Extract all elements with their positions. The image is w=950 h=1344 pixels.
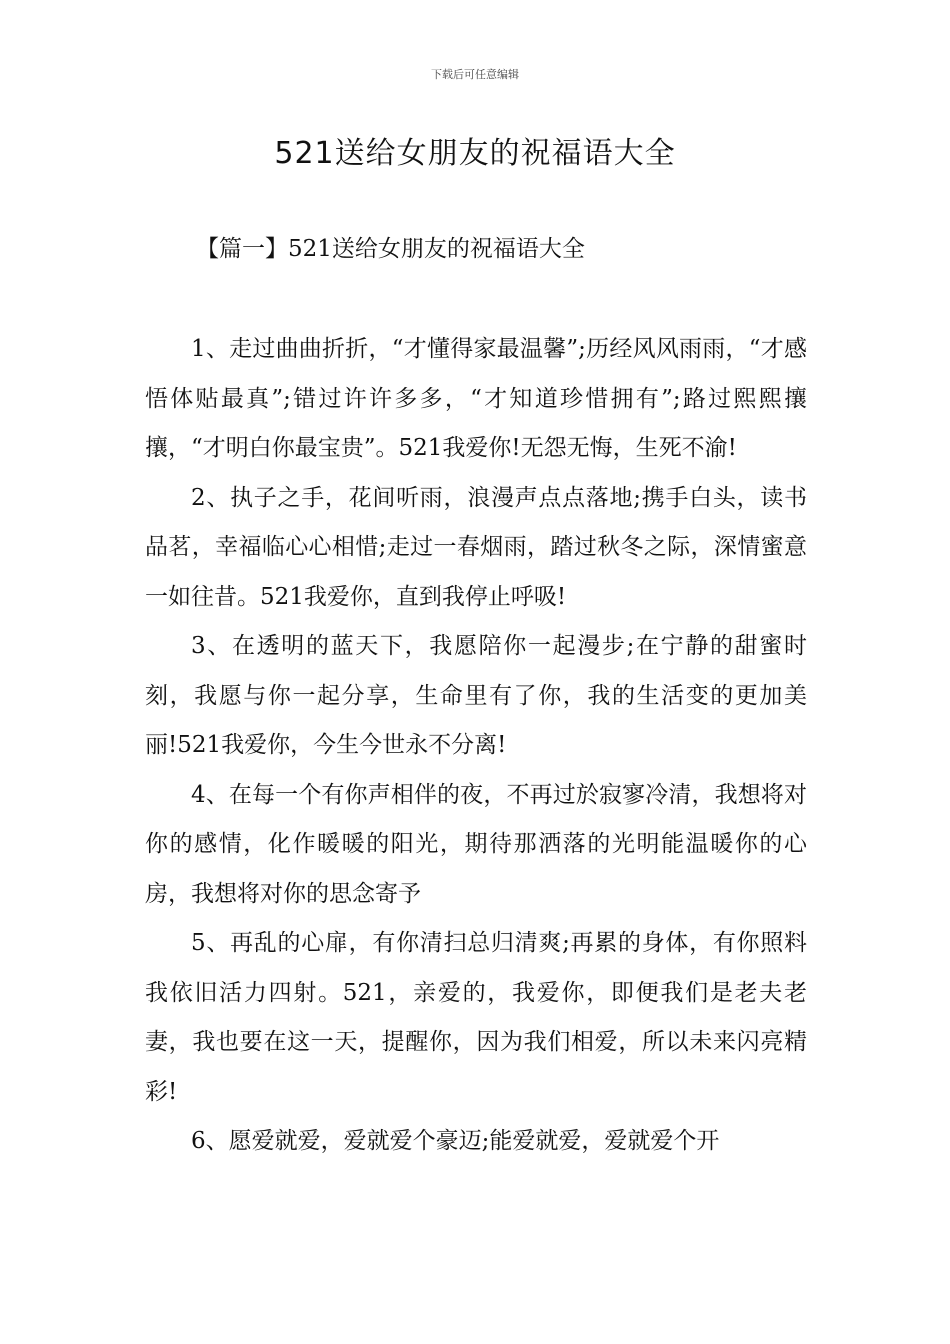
section-heading: 【篇一】521送给女朋友的祝福语大全 (196, 236, 585, 262)
document-title: 521送给女朋友的祝福语大全 (274, 136, 676, 171)
document-body (145, 325, 807, 1167)
paragraph-6: 6、愿爱就爱，爱就爱个豪迈;能爱就爱，爱就爱个开 (191, 1128, 720, 1154)
paragraph-1: 1、走过曲曲折折，“才懂得家最温馨”;历经风风雨雨，“才感悟体贴最真”;错过许许多多，“才知道珍惜拥有”;路过熙熙攘攘，“才明白你最宝贵”。521我爱你!无怨无悔，生死不渝! (145, 336, 807, 461)
paragraph-4: 4、在每一个有你声相伴的夜，不再过於寂寥冷清，我想将对你的感情，化作暖暖的阳光，期待那洒落的光明能温暖你的心房，我想将对你的思念寄予 (145, 781, 807, 907)
paragraph-2: 2、执子之手，花间听雨，浪漫声点点落地;携手白头，读书品茗，幸福临心心相惜;走过一春烟雨，踏过秋冬之际，深情蜜意一如往昔。521我爱你，直到我停止呼吸! (145, 484, 807, 610)
header-note: 下载后可任意编辑 (431, 68, 519, 81)
paragraph-3: 3、在透明的蓝天下，我愿陪你一起漫步;在宁静的甜蜜时刻，我愿与你一起分享，生命里有了你，我的生活变的更加美丽!521我爱你，今生今世永不分离! (145, 633, 807, 758)
paragraph-5: 5、再乱的心扉，有你清扫总归清爽;再累的身体，有你照料我依旧活力四射。521，亲爱的，我爱你，即便我们是老夫老妻，我也要在这一天，提醒你，因为我们相爱，所以未来闪亮精彩! (145, 930, 807, 1105)
